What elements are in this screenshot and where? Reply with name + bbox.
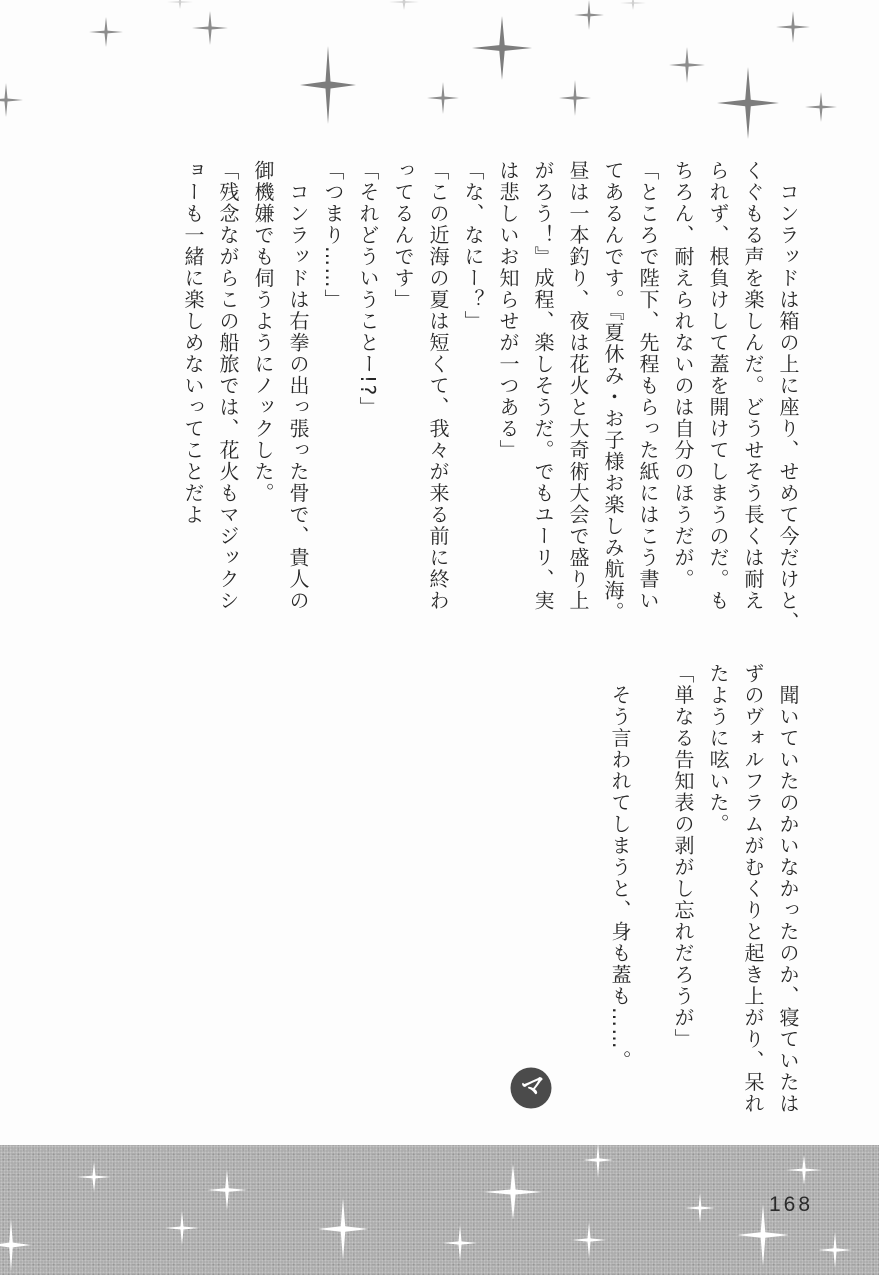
sparkle-icon	[776, 11, 810, 43]
sparkle-icon	[559, 80, 591, 116]
text-column: ってるんです」	[391, 160, 415, 311]
text-block-lower	[602, 663, 805, 1133]
text-column: ョーも一緒に楽しめないってことだよ	[181, 160, 205, 526]
sparkle-icon	[805, 92, 837, 122]
text-column: 「この近海の夏は短くて、我々が来る前に終わ	[426, 160, 450, 612]
text-column: ずのヴォルフラムがむくりと起き上がり、呆れ	[741, 663, 765, 1115]
text-column: ちろん、耐えられないのは自分のほうだが。	[671, 160, 695, 590]
text-column: 「残念ながらこの船旅では、花火もマジックシ	[216, 160, 240, 612]
sparkle-icon	[167, 0, 193, 9]
text-column: 聞いていたのかいなかったのか、寝ていたは	[776, 663, 800, 1115]
ma-logo-svg	[509, 1066, 553, 1110]
sparkle-icon	[192, 11, 228, 45]
text-column: がろう！』成程、楽しそうだ。でもユーリ、実	[531, 160, 555, 612]
text-column: コンラッドは右拳の出っ張った骨で、貴人の	[286, 160, 310, 612]
text-column: 「それどういうことー!?」	[356, 160, 380, 419]
footer-band	[0, 1145, 879, 1275]
text-column: は悲しいお知らせが一つある」	[496, 160, 520, 461]
text-column: 御機嫌でも伺うようにノックした。	[251, 160, 275, 504]
sparkle-icon	[300, 46, 356, 124]
text-column: 昼は一本釣り、夜は花火と大奇術大会で盛り上	[566, 160, 590, 612]
text-column: くぐもる声を楽しんだ。どうせそう長くは耐え	[741, 160, 765, 612]
text-column: られず、根負けして蓋を開けてしまうのだ。も	[706, 160, 730, 612]
text-column: そう言われてしまうと、身も蓋も……。	[608, 663, 632, 1072]
text-column: 「ところで陛下、先程もらった紙にはこう書い	[636, 160, 660, 612]
sparkle-icon	[669, 47, 705, 83]
text-column: コンラッドは箱の上に座り、せめて今だけと、	[776, 160, 800, 633]
ma-glyph: マ	[514, 1069, 548, 1106]
sparkle-icon	[717, 67, 779, 139]
sparkle-icon	[389, 0, 419, 10]
text-block-upper	[175, 160, 805, 654]
text-column: 「つまり……」	[321, 160, 345, 311]
sparkle-icon	[0, 83, 23, 117]
text-column: 「単なる告知表の剥がし忘れだろうが」	[671, 663, 695, 1050]
text-column: てあるんです。『夏休み・お子様お楽しみ航海。	[601, 160, 625, 623]
text-column: たように呟いた。	[706, 663, 730, 835]
page-number: 168	[769, 1193, 814, 1216]
text-column: 「な、なにー？」	[461, 160, 485, 332]
sparkle-icon	[89, 17, 123, 47]
sparkle-icon	[574, 0, 604, 30]
ma-section-mark-icon	[509, 1066, 553, 1110]
sparkle-icon	[472, 16, 532, 80]
sparkle-icon	[427, 82, 459, 114]
sparkle-icon	[620, 0, 646, 10]
